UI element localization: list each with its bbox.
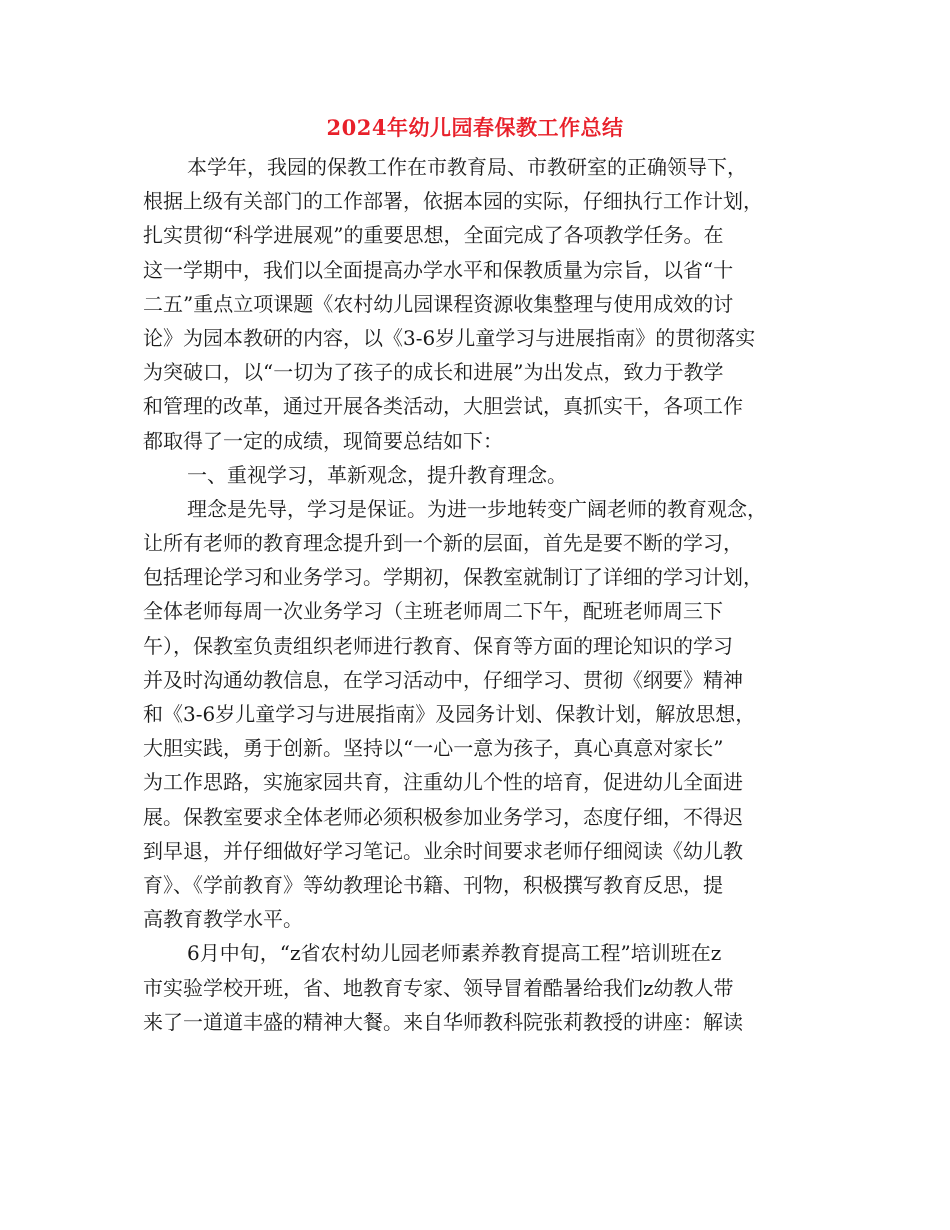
- document-title: 2024年幼儿园春保教工作总结: [326, 115, 624, 140]
- body-line: 一、重视学习，革新观念，提升教育理念。: [187, 462, 567, 487]
- body-line: 到早退，并仔细做好学习笔记。业余时间要求老师仔细阅读《幼儿教: [143, 838, 743, 863]
- body-line: 大胆实践，勇于创新。坚持以“一心一意为孩子，真心真意对家长”: [143, 736, 724, 761]
- body-line: 并及时沟通幼教信息，在学习活动中，仔细学习、贯彻《纲要》精神: [143, 667, 743, 692]
- body-line: 为突破口，以“一切为了孩子的成长和进展”为出发点，致力于教学: [143, 360, 724, 385]
- body-line: 本学年，我园的保教工作在市教育局、市教研室的正确领导下，: [187, 155, 747, 179]
- body-line: 根据上级有关部门的工作部署，依据本园的实际，仔细执行工作计划，: [143, 189, 763, 214]
- body-line: 都取得了一定的成绩，现简要总结如下：: [143, 428, 503, 453]
- body-line: 高教育教学水平。: [143, 907, 303, 932]
- body-line: 来了一道道丰盛的精神大餐。来自华师教科院张莉教授的讲座：解读: [143, 1009, 743, 1034]
- body-line: 扎实贯彻“科学进展观”的重要思想，全面完成了各项教学任务。在: [143, 223, 724, 248]
- body-line: 这一学期中，我们以全面提高办学水平和保教质量为宗旨，以省“十: [143, 257, 734, 282]
- body-line: 午），保教室负责组织老师进行教育、保育等方面的理论知识的学习: [143, 633, 733, 658]
- body-line: 6月中旬，“z省农村幼儿园老师素养教育提高工程”培训班在z: [187, 941, 722, 966]
- body-line: 让所有老师的教育理念提升到一个新的层面，首先是要不断的学习，: [143, 531, 743, 556]
- body-line: 理念是先导，学习是保证。为进一步地转变广阔老师的教育观念，: [187, 496, 767, 521]
- body-line: 二五”重点立项课题《农村幼儿园课程资源收集整理与使用成效的讨: [143, 291, 734, 316]
- body-line: 论》为园本教研的内容，以《3-6岁儿童学习与进展指南》的贯彻落实: [143, 325, 756, 350]
- body-line: 为工作思路，实施家园共育，注重幼儿个性的培育，促进幼儿全面进: [143, 770, 743, 795]
- body-line: 育》、《学前教育》等幼教理论书籍、刊物，积极撰写教育反思，提: [143, 872, 723, 897]
- body-line: 市实验学校开班，省、地教育专家、领导冒着酷暑给我们z幼教人带: [143, 975, 734, 1000]
- body-line: 全体老师每周一次业务学习（主班老师周二下午，配班老师周三下: [143, 599, 723, 624]
- document-body: [143, 150, 808, 1039]
- body-line: 和管理的改革，通过开展各类活动，大胆尝试，真抓实干，各项工作: [143, 394, 743, 419]
- body-line: 和《3-6岁儿童学习与进展指南》及园务计划、保教计划，解放思想，: [143, 702, 756, 726]
- body-line: 展。保教室要求全体老师必须积极参加业务学习，态度仔细，不得迟: [143, 804, 743, 829]
- body-line: 包括理论学习和业务学习。学期初，保教室就制订了详细的学习计划，: [143, 565, 763, 590]
